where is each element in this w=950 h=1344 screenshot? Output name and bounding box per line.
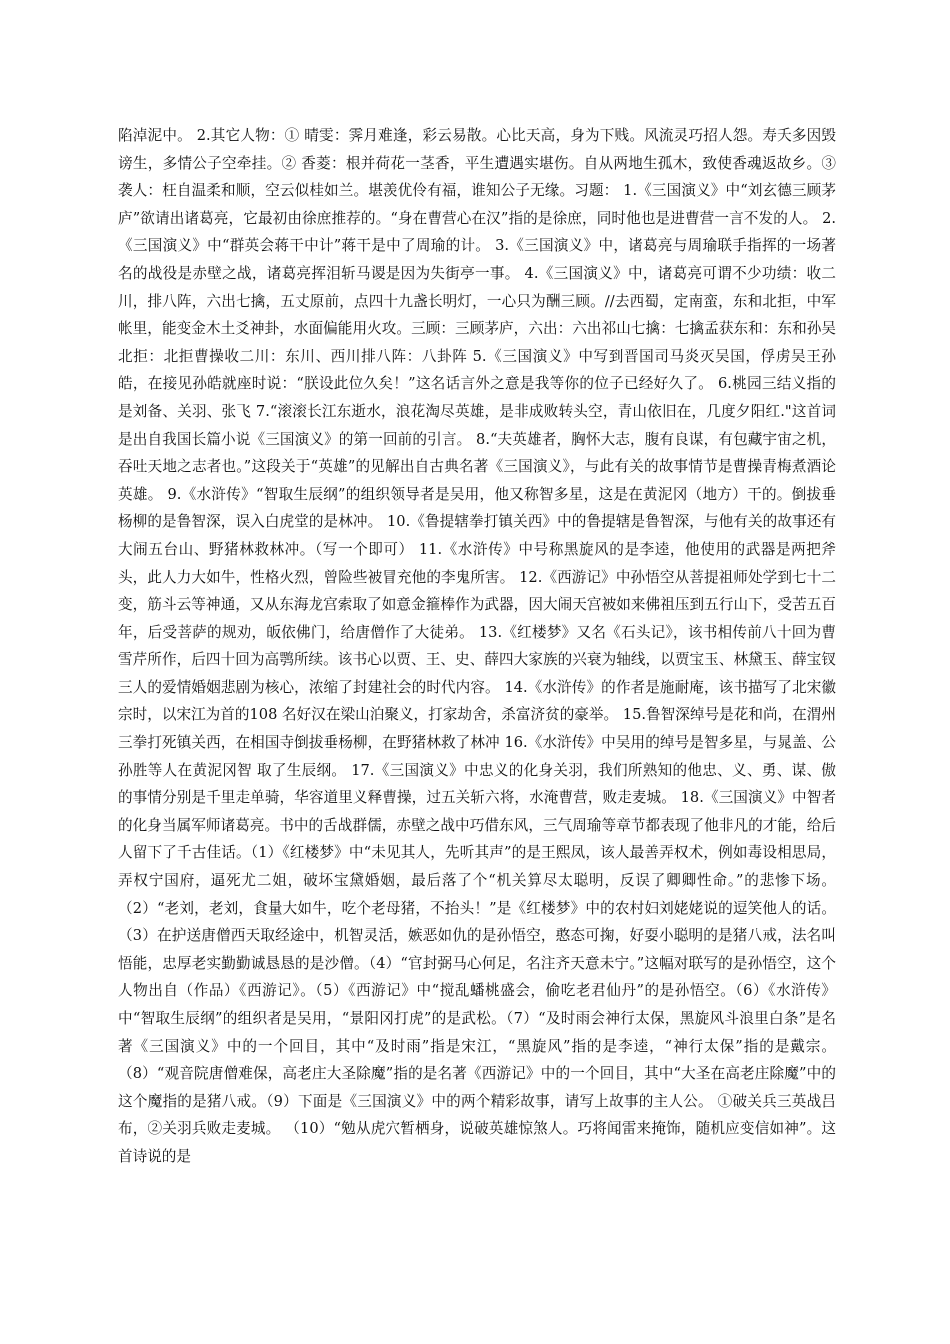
document-page	[118, 122, 836, 1171]
body-paragraph: 陷淖泥中。 2.其它人物：① 晴雯：霁月难逢，彩云易散。心比天高，身为下贱。风流灵巧招人怨。寿夭多因毁谤生，多情公子空牵挂。② 香菱：根并荷花一茎香，平生遭遇实堪伤。自从两地生孤木，致使香魂返故乡。③ 袭人：枉自温柔和顺，空云似桂如兰。堪羡优伶有福，谁知公子无缘。习题： 1.《三国演义》中“刘玄德三顾茅庐”欲请出诸葛亮，它最初由徐庶推荐的。“身在曹营心在汉”指的是徐庶，同时他也是进曹营一言不发的人。 2.《三国演义》中“群英会蒋干中计”蒋干是中了周瑜的计。 3.《三国演义》中，诸葛亮与周瑜联手指挥的一场著名的战役是赤壁之战，诸葛亮挥泪斩马谡是因为失街亭一事。 4.《三国演义》中，诸葛亮可谓不少功绩：收二川，排八阵，六出七擒，五丈原前，点四十九盏长明灯，一心只为酬三顾。//去西蜀，定南蛮，东和北拒，中军帐里，能变金木土爻神卦，水面偏能用火攻。三顾：三顾茅庐，六出：六出祁山七擒：七擒孟获东和：东和孙吴北拒：北拒曹操收二川：东川、西川排八阵：八卦阵 5.《三国演义》中写到晋国司马炎灭吴国，俘虏吴王孙皓，在接见孙皓就座时说：“朕设此位久矣！”这名话言外之意是我等你的位子已经好久了。 6.桃园三结义指的是刘备、关羽、张飞 7.“滚滚长江东逝水，浪花淘尽英雄，是非成败转头空，青山依旧在，几度夕阳红."这首词是出自我国长篇小说《三国演义》的第一回前的引言。 8.“夫英雄者，胸怀大志，腹有良谋，有包藏宇宙之机，吞吐天地之志者也。”这段关于“英雄”的见解出自古典名著《三国演义》，与此有关的故事情节是曹操青梅煮酒论英雄。 9.《水浒传》“智取生辰纲”的组织领导者是吴用，他又称智多星，这是在黄泥冈（地方）干的。倒拔垂杨柳的是鲁智深，误入白虎堂的是林冲。 10.《鲁提辖拳打镇关西》中的鲁提辖是鲁智深，与他有关的故事还有大闹五台山、野猪林救林冲。（写一个即可） 11.《水浒传》中号称黑旋风的是李逵，他使用的武器是两把斧头，此人力大如牛，性格火烈，曾险些被冒充他的李鬼所害。 12.《西游记》中孙悟空从菩提祖师处学到七十二变，筋斗云等神通，又从东海龙宫索取了如意金箍棒作为武器，因大闹天宫被如来佛祖压到五行山下，受苦五百年，后受菩萨的规劝，皈依佛门，给唐僧作了大徒弟。 13.《红楼梦》又名《石头记》，该书相传前八十回为曹雪芹所作，后四十回为高鹗所续。该书心以贾、王、史、薛四大家族的兴衰为轴线，以贾宝玉、林黛玉、薛宝钗三人的爱情婚姻悲剧为核心，浓缩了封建社会的时代内容。 14.《水浒传》的作者是施耐庵，该书描写了北宋徽宗时，以宋江为首的108 名好汉在梁山泊聚义，打家劫舍，杀富济贫的豪举。 15.鲁智深绰号是花和尚，在渭州三拳打死镇关西，在相国寺倒拔垂杨柳，在野猪林救了林冲 16.《水浒传》中吴用的绰号是智多星，与晁盖、公孙胜等人在黄泥冈智 取了生辰纲。 17.《三国演义》中忠义的化身关羽，我们所熟知的他忠、义、勇、谋、傲的事情分别是千里走单骑，华容道里义释曹操，过五关斩六将，水淹曹营，败走麦城。 18.《三国演义》中智者的化身当属军师诸葛亮。书中的舌战群儒，赤壁之战中巧借东风，三气周瑜等章节都表现了他非凡的才能，给后人留下了千古佳话。（1）《红楼梦》中“未见其人，先听其声”的是王熙凤，该人最善弄权术，例如毒设相思局，弄权宁国府，逼死尤二姐，破坏宝黛婚姻，最后落了个“机关算尽太聪明，反误了卿卿性命。”的悲惨下场。（2）“老刘，老刘，食量大如牛，吃个老母猪，不抬头！”是《红楼梦》中的农村妇刘姥姥说的逗笑他人的话。（3）在护送唐僧西天取经途中，机智灵活，嫉恶如仇的是孙悟空，憨态可掬，好耍小聪明的是猪八戒，法名叫悟能，忠厚老实勤勤诚恳恳的是沙僧。（4）“官封弼马心何足，名注齐天意未宁。”这幅对联写的是孙悟空，这个人物出自（作品）《西游记》。（5）《西游记》中“搅乱蟠桃盛会，偷吃老君仙丹”的是孙悟空。（6）《水浒传》中“智取生辰纲”的组织者是吴用，“景阳冈打虎”的是武松。（7）“及时雨会神行太保，黑旋风斗浪里白条”是名著《三国演义》中的一个回目，其中“及时雨”指是宋江，“黑旋风”指的是李逵，“神行太保”指的是戴宗。（8）“观音院唐僧难保，高老庄大圣除魔”指的是名著《西游记》中的一个回目，其中“大圣在高老庄除魔”中的这个魔指的是猪八戒。（9）下面是《三国演义》中的两个精彩故事，请写上故事的主人公。 ①破关兵三英战吕布，②关羽兵败走麦城。 （10）“勉从虎穴暂栖身，说破英雄惊煞人。巧将闻雷来掩饰，随机应变信如神”。这首诗说的是	[118, 127, 836, 1165]
